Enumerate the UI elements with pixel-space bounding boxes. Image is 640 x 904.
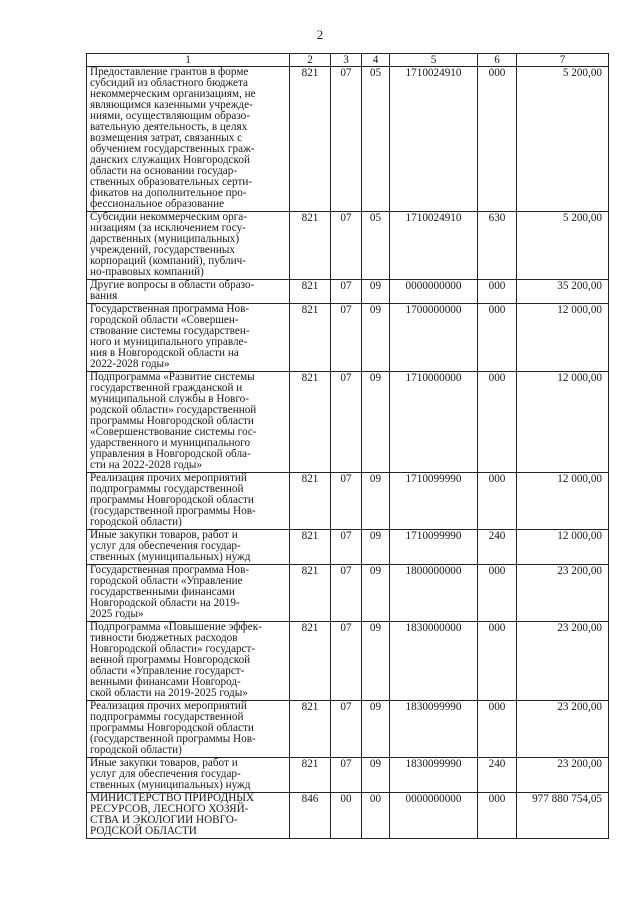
target-article-cell: 0000000000 [390,793,478,839]
item-name-line: программы Новгородской области [90,722,254,734]
target-article-cell: 1710024910 [390,212,478,280]
item-name-line: обучением государственных граж- [90,143,255,155]
item-name-line: Государственная программа Нов- [90,303,250,315]
item-name-line: венной программы Новгородской [90,654,251,666]
table-body [87,67,609,839]
column-header-1: 1 [87,54,290,67]
table-row [87,701,609,758]
subsection-cell: 09 [362,758,390,793]
target-article-cell: 1830099990 [390,758,478,793]
table-row [87,530,609,565]
expense-type-cell: 000 [478,701,517,758]
item-name-line: (государственной программы Нов- [90,505,256,517]
item-name-line: 2022-2028 годы» [90,358,170,370]
item-name-line: Подпрограмма «Развитие системы [90,371,255,383]
item-name-cell [87,473,290,530]
publisher-code-cell: 821 [290,280,331,304]
table-row [87,793,609,839]
item-name-cell [87,701,290,758]
subsection-cell: 09 [362,372,390,473]
item-name-line: дарственных (муниципальных) [90,233,240,245]
target-article-cell: 1830099990 [390,701,478,758]
item-name-line: Субсидии некоммерческим орга- [90,211,247,223]
table-row [87,758,609,793]
publisher-code-cell: 821 [290,304,331,372]
item-name-line: фикатов на дополнительное про- [90,187,247,199]
item-name-line: данских служащих Новгородской [90,154,250,166]
publisher-code-cell: 821 [290,67,331,212]
subsection-cell: 09 [362,473,390,530]
subsection-cell: 09 [362,304,390,372]
item-name-line: области на основании государ- [90,165,238,177]
item-name-line: вания [90,290,118,302]
amount-cell: 35 200,00 [517,280,609,304]
item-name-line: Новгородской области» государст- [90,643,256,655]
section-cell: 07 [331,304,362,372]
item-name-cell [87,793,290,839]
item-name-line: Государственная программа Нов- [90,564,250,576]
table-row [87,622,609,701]
publisher-code-cell: 846 [290,793,331,839]
amount-cell: 23 200,00 [517,758,609,793]
table-header-row [87,54,609,67]
item-name-line: «Совершенствование системы гос- [90,426,257,438]
publisher-code-cell: 821 [290,701,331,758]
amount-cell: 977 880 754,05 [517,793,609,839]
item-name-line: городской области) [90,744,182,756]
budget-table [86,53,609,839]
item-name-line: учреждений, государственных [90,244,235,256]
subsection-cell: 09 [362,701,390,758]
table-row [87,280,609,304]
target-article-cell: 1710099990 [390,473,478,530]
item-name-line: Реализация прочих мероприятий [90,700,247,712]
publisher-code-cell: 821 [290,565,331,622]
item-name-line: РЕСУРСОВ, ЛЕСНОГО ХОЗЯЙ- [90,803,249,815]
expense-type-cell: 000 [478,304,517,372]
item-name-line: (государственной программы Нов- [90,733,256,745]
column-header-4: 4 [362,54,390,67]
subsection-cell: 09 [362,530,390,565]
item-name-line: корпораций (компаний), публич- [90,255,247,267]
item-name-cell [87,304,290,372]
column-header-5: 5 [390,54,478,67]
item-name-line: Иные закупки товаров, работ и [90,529,238,541]
item-name-line: области «Управление государст- [90,665,245,677]
table-row [87,473,609,530]
amount-cell: 5 200,00 [517,212,609,280]
subsection-cell: 09 [362,622,390,701]
item-name-line: ния в Новгородской области на [90,347,239,359]
item-name-line: 2025 годы» [90,608,144,620]
target-article-cell: 1710000000 [390,372,478,473]
item-name-line: программы Новгородской области [90,415,254,427]
publisher-code-cell: 821 [290,473,331,530]
target-article-cell: 1830000000 [390,622,478,701]
section-cell: 07 [331,212,362,280]
amount-cell: 23 200,00 [517,565,609,622]
item-name-line: фессиональное образование [90,198,225,210]
table-row [87,212,609,280]
expense-type-cell: 630 [478,212,517,280]
item-name-line: управления в Новгородской обла- [90,448,251,460]
item-name-line: являющимся казенными учрежде- [90,99,253,111]
section-cell: 07 [331,280,362,304]
expense-type-cell: 000 [478,372,517,473]
item-name-line: ской области на 2019-2025 годы» [90,687,248,699]
target-article-cell: 1710099990 [390,530,478,565]
section-cell: 07 [331,473,362,530]
expense-type-cell: 000 [478,622,517,701]
item-name-line: Иные закупки товаров, работ и [90,757,238,769]
item-name-line: ударственного и муниципального [90,437,251,449]
item-name-line: городской области «Совершен- [90,314,239,326]
section-cell: 07 [331,530,362,565]
table-row [87,372,609,473]
column-header-7: 7 [517,54,609,67]
item-name-line: некоммерческим организациям, не [90,88,256,100]
expense-type-cell: 000 [478,565,517,622]
item-name-line: ственных (муниципальных) нужд [90,551,251,563]
item-name-line: подпрограммы государственной [90,483,244,495]
item-name-line: муниципальной службы в Новго- [90,393,249,405]
column-header-6: 6 [478,54,517,67]
item-name-line: но-правовых компаний) [90,266,204,278]
publisher-code-cell: 821 [290,372,331,473]
item-name-line: тивности бюджетных расходов [90,632,238,644]
item-name-line: ниями, осуществляющим образо- [90,110,250,122]
item-name-line: ственных (муниципальных) нужд [90,779,251,791]
subsection-cell: 05 [362,212,390,280]
amount-cell: 12 000,00 [517,304,609,372]
table-row [87,67,609,212]
item-name-line: родской области» государственной [90,404,257,416]
expense-type-cell: 240 [478,530,517,565]
expense-type-cell: 240 [478,758,517,793]
item-name-cell [87,530,290,565]
section-cell: 07 [331,622,362,701]
target-article-cell: 1700000000 [390,304,478,372]
item-name-cell [87,622,290,701]
publisher-code-cell: 821 [290,622,331,701]
item-name-cell [87,565,290,622]
item-name-line: РОДСКОЙ ОБЛАСТИ [90,825,197,837]
target-article-cell: 1800000000 [390,565,478,622]
item-name-line: СТВА И ЭКОЛОГИИ НОВГО- [90,814,238,826]
section-cell: 07 [331,372,362,473]
column-header-3: 3 [331,54,362,67]
item-name-cell [87,67,290,212]
item-name-line: ственных образовательных серти- [90,176,253,188]
item-name-line: подпрограммы государственной [90,711,244,723]
subsection-cell: 09 [362,565,390,622]
item-name-line: городской области) [90,516,182,528]
item-name-line: Реализация прочих мероприятий [90,472,247,484]
item-name-line: Предоставление грантов в форме [90,66,249,78]
item-name-line: ного и муниципального управле- [90,336,248,348]
target-article-cell: 0000000000 [390,280,478,304]
item-name-line: возмещения затрат, связанных с [90,132,243,144]
amount-cell: 12 000,00 [517,473,609,530]
section-cell: 07 [331,565,362,622]
item-name-line: Новгородской области на 2019- [90,597,240,609]
item-name-line: венными финансами Новгород- [90,676,241,688]
amount-cell: 5 200,00 [517,67,609,212]
item-name-line: городской области «Управление [90,575,243,587]
table-row [87,565,609,622]
amount-cell: 23 200,00 [517,622,609,701]
amount-cell: 12 000,00 [517,530,609,565]
item-name-line: услуг для обеспечения государ- [90,540,241,552]
subsection-cell: 05 [362,67,390,212]
section-cell: 07 [331,701,362,758]
item-name-line: государственными финансами [90,586,235,598]
publisher-code-cell: 821 [290,212,331,280]
table-row [87,304,609,372]
item-name-cell [87,372,290,473]
section-cell: 07 [331,758,362,793]
item-name-line: низациям (за исключением госу- [90,222,246,234]
expense-type-cell: 000 [478,67,517,212]
column-header-2: 2 [290,54,331,67]
amount-cell: 23 200,00 [517,701,609,758]
item-name-line: МИНИСТЕРСТВО ПРИРОДНЫХ [90,792,255,804]
item-name-line: вательную деятельность, в целях [90,121,248,133]
item-name-line: сти на 2022-2028 годы» [90,459,203,471]
item-name-line: программы Новгородской области [90,494,254,506]
item-name-line: ствование системы государствен- [90,325,250,337]
section-cell: 07 [331,67,362,212]
item-name-line: субсидий из областного бюджета [90,77,248,89]
item-name-line: Подпрограмма «Повышение эффек- [90,621,262,633]
item-name-cell [87,758,290,793]
item-name-cell [87,212,290,280]
subsection-cell: 09 [362,280,390,304]
expense-type-cell: 000 [478,280,517,304]
item-name-line: услуг для обеспечения государ- [90,768,241,780]
item-name-line: Другие вопросы в области образо- [90,279,255,291]
page-number: 2 [316,27,324,42]
amount-cell: 12 000,00 [517,372,609,473]
item-name-cell [87,280,290,304]
section-cell: 00 [331,793,362,839]
expense-type-cell: 000 [478,793,517,839]
target-article-cell: 1710024910 [390,67,478,212]
publisher-code-cell: 821 [290,758,331,793]
expense-type-cell: 000 [478,473,517,530]
subsection-cell: 00 [362,793,390,839]
item-name-line: государственной гражданской и [90,382,243,394]
publisher-code-cell: 821 [290,530,331,565]
